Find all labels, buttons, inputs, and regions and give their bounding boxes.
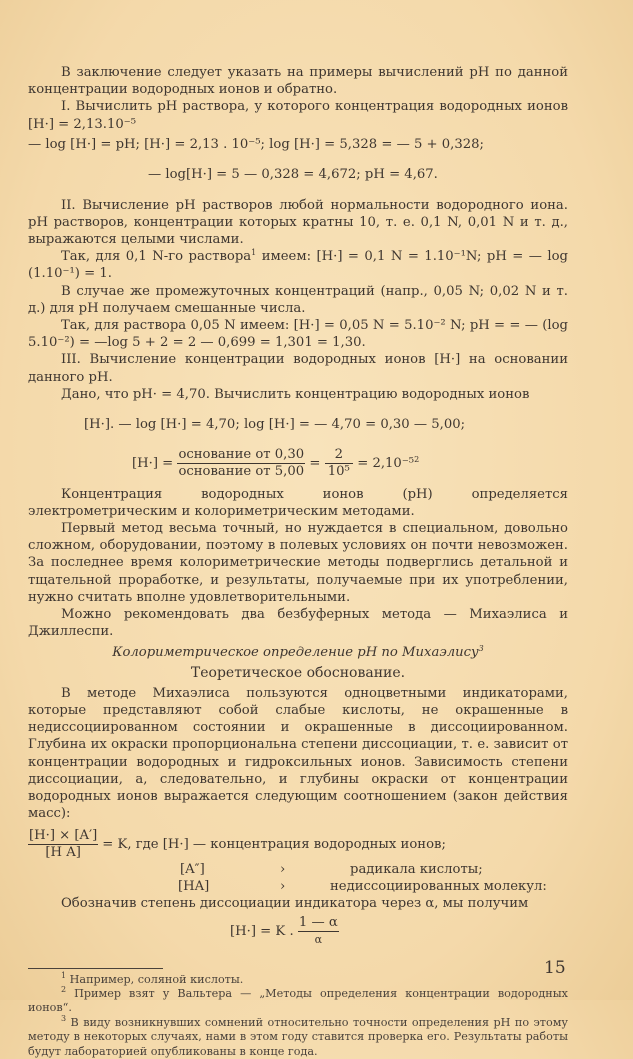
mass-action-law: $\frac{[H\cdot] \times [A']}{\text{[H A]}}$ = K, где [H·] — концентрация водородных ионов; bbox=[29, 828, 446, 861]
section-2-example-1: Так, для 0,1 N-го раствора$^1$ имеем: [H·] = 0,1 N = 1.10⁻¹N; pH = — log (1.10⁻¹) = 1. bbox=[28, 248, 568, 282]
section-1-heading: I. Вычислить pH раствора, у которого концентрация водородных ионов [H·] = 2,13.10⁻⁵ bbox=[28, 99, 568, 132]
intro-paragraph: В заключение следует указать на примеры вычислений pH по данной концентрации водородных ионов и обратно. bbox=[28, 65, 568, 98]
footnote-ref-2: 2 bbox=[414, 454, 420, 464]
footnote-1: $^1$ Например, соляной кислоты. bbox=[61, 970, 244, 986]
methods-paragraph-3: Можно рекомендовать два безбуферных метода — Михаэлиса и Джиллеспи. bbox=[28, 607, 568, 640]
footnote-ref-3: 3 bbox=[478, 644, 484, 654]
section-3-heading: III. Вычисление концентрации водородных ионов [H·] на основании данного pH. bbox=[28, 352, 568, 385]
methods-paragraph-1: Концентрация водородных ионов (pH) определяется электрометрическим и колориметрическим методами. bbox=[28, 486, 568, 519]
definition-acid-radical: [A″] › радикала кислоты; bbox=[180, 862, 483, 878]
final-equation: [H·] = K . $\frac{1 — \alpha}{\alpha}$ bbox=[230, 914, 338, 946]
section-3-given: Дано, что pH· = 4,70. Вычислить концентрацию водородных ионов bbox=[61, 386, 530, 402]
section-3-fraction-equation: [H·] = $\frac{\text{основание от 0,30}}{\text{основание от 5,00}}$ = $\frac{2}{\text{10⁵}}$ = 2,10⁻⁵$^2$ bbox=[132, 446, 420, 479]
fraction-value: $\frac{2}{\text{10⁵}}$ bbox=[325, 447, 353, 480]
book-page bbox=[28, 64, 568, 1059]
alpha-fraction: $\frac{1 — \alpha}{\alpha}$ bbox=[298, 914, 338, 946]
page-number: 15 bbox=[544, 958, 566, 978]
section-2-heading: II. Вычисление pH растворов любой нормальности водородного иона. pH растворов, концентрации которых кратны 10, т. е. 0,1 N, 0,01 N и т. д., выражаются целыми числами. bbox=[28, 197, 568, 247]
section-2-example-2: Так, для раствора 0,05 N имеем: [H·] = 0,05 N = 5.10⁻² N; pH = = — (log 5.10⁻²) = —log 5 + 2 = 2 — 0,699 = 1,301 = 1,30. bbox=[28, 318, 568, 351]
section-title-michaelis: Колориметрическое определение pH по Михаэлису$^3$ bbox=[112, 644, 484, 661]
footnote-3: $^3$ В виду возникнувших сомнений относительно точности определения pH по этому методу в некоторых случаях, нами в этом году ставится проверка его. Результаты работы будут лабораторией опубликованы в конце года. bbox=[28, 1013, 568, 1058]
section-1-equation-1: — log [H·] = pH; [H·] = 2,13 . 10⁻⁵; log [H·] = 5,328 = — 5 + 0,328; bbox=[28, 136, 484, 152]
footnotes bbox=[28, 968, 568, 1059]
footnote-2: $^2$ Пример взят у Вальтера — „Методы определения концентрации водородных ионов“. bbox=[28, 985, 568, 1015]
michaelis-paragraph-2: Обозначив степень диссоциации индикатора через α, мы получим bbox=[61, 896, 529, 912]
section-3-equation-1: [H·]. — log [H·] = 4,70; log [H·] = — 4,70 = 0,30 — 5,00; bbox=[84, 417, 466, 433]
definition-undissociated: [HA] › недиссоциированных молекул: bbox=[178, 879, 547, 895]
michaelis-paragraph-1: В методе Михаэлиса пользуются одноцветными индикаторами, которые представляют собой слабые кислоты, не окрашенные в недиссоциированном состоянии и окрашенные в диссоциированном. Глубина их окраски пропорциональна степени диссоциации, т. е. зависит от концентрации водородных и гидроксильных ионов. Зависимость степени диссоциации, а, следовательно, и глубины окраски от концентрации водородных ионов выражается следующим соотношением (закон действия масс): bbox=[28, 685, 568, 822]
footnote-ref-1: 1 bbox=[251, 248, 257, 258]
footnote-divider bbox=[28, 968, 163, 969]
fraction-base: $\frac{\text{основание от 0,30}}{\text{основание от 5,00}}$ bbox=[178, 446, 305, 479]
section-1-equation-2: — log[H·] = 5 — 0,328 = 4,672; pH = 4,67. bbox=[148, 167, 438, 183]
section-subtitle: Теоретическое обоснование. bbox=[190, 664, 406, 681]
methods-paragraph-2: Первый метод весьма точный, но нуждается в специальном, довольно сложном, оборудовании, поэтому в полевых условиях он почти невозможен. За последнее время колориметрические методы подверглись детальной и тщательной проработке, и результаты, получаемые при их употреблении, нужно считать вполне удовлетворительными. bbox=[28, 521, 568, 605]
section-2-mixed-numbers: В случае же промежуточных концентраций (напр., 0,05 N; 0,02 N и т. д.) для pH получаем смешанные числа. bbox=[28, 283, 568, 316]
mass-action-fraction: $\frac{[H\cdot] \times [A']}{\text{[H A]}}$ bbox=[29, 828, 98, 861]
